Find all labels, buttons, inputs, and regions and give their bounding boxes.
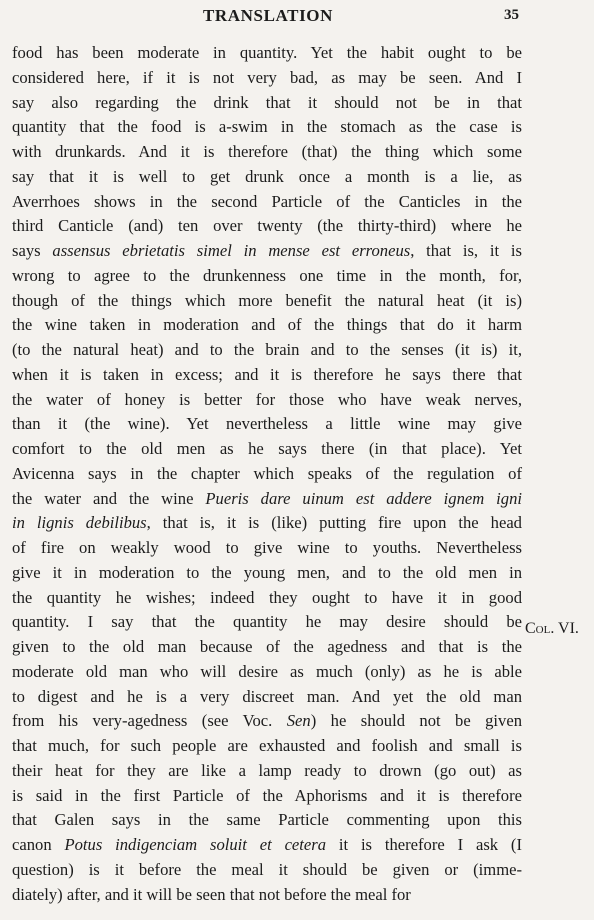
text-segment: comfort to the old men as he says there (in that place). Yet xyxy=(12,439,522,458)
latin-quote: in lignis debilibus xyxy=(12,513,147,533)
text-line xyxy=(12,610,522,635)
text-segment: than it (the wine). Yet nevertheless a little wine may give xyxy=(12,414,522,434)
text-segment: from his very-agedness (see Voc. xyxy=(12,711,287,731)
text-line xyxy=(12,115,522,140)
text-segment: the water and the wine xyxy=(12,488,206,508)
text-segment: the quantity he wishes; indeed they ought to have it in good xyxy=(12,587,522,607)
margin-note: Col. VI. xyxy=(525,620,579,637)
text-line xyxy=(12,462,522,487)
text-line xyxy=(12,313,522,338)
text-line xyxy=(12,165,522,190)
text-segment: , that is, it is (like) putting fire upon the head xyxy=(146,513,522,533)
text-segment: the wine taken in moderation and of the things that do it harm xyxy=(12,315,522,335)
text-segment: question) is it before the meal it should be given or (imme- xyxy=(12,859,522,879)
text-line xyxy=(12,883,522,908)
text-segment: that much, for such people are exhausted and foolish and small is xyxy=(12,736,522,755)
text-line xyxy=(12,784,522,809)
text-segment: say also regarding the drink that it should not be in that xyxy=(12,92,522,112)
text-line xyxy=(12,808,522,833)
text-line xyxy=(12,66,522,91)
text-line xyxy=(12,536,522,561)
page-header xyxy=(0,6,594,30)
text-segment: moderate old man who will desire as much (only) as he is able xyxy=(12,661,522,681)
text-segment: says xyxy=(12,241,53,260)
text-line xyxy=(12,388,522,413)
text-segment: given to the old man because of the agedness and that is the xyxy=(12,637,522,656)
latin-quote: Sen xyxy=(286,711,311,731)
text-segment: say that it is well to get drunk once a month is a lie, as xyxy=(12,166,522,186)
text-line xyxy=(12,833,522,858)
text-segment: ) he should not be given xyxy=(310,711,523,731)
text-line xyxy=(12,264,522,289)
text-line xyxy=(12,586,522,611)
text-segment: Averrhoes shows in the second Particle of the Canticles in the xyxy=(12,191,522,211)
text-line xyxy=(12,239,522,264)
text-line xyxy=(12,759,522,784)
text-line xyxy=(12,635,522,660)
text-line xyxy=(12,338,522,363)
text-segment: though of the things which more benefit the natural heat (it is) xyxy=(12,290,522,310)
latin-quote: Potus indigenciam soluit et cetera xyxy=(64,835,327,854)
text-line xyxy=(12,289,522,314)
text-line xyxy=(12,660,522,685)
text-segment: (to the natural heat) and to the brain and to the senses (it is) it, xyxy=(12,340,522,359)
text-segment: to digest and he is a very discreet man. And yet the old man xyxy=(12,686,522,706)
text-segment: the water of honey is better for those who have weak nerves, xyxy=(12,389,522,409)
text-line xyxy=(12,437,522,462)
text-line xyxy=(12,858,522,883)
text-segment: quantity that the food is a-swim in the stomach as the case is xyxy=(12,117,522,137)
text-segment: wrong to agree to the drunkenness one time in the month, for, xyxy=(12,265,522,285)
text-line xyxy=(12,487,522,512)
text-line xyxy=(12,511,522,536)
latin-quote: Pueris dare uinum est addere ignem igni xyxy=(205,488,522,508)
text-segment: give it in moderation to the young men, and to the old men in xyxy=(12,562,522,582)
text-segment: Avicenna says in the chapter which speaks of the regulation of xyxy=(12,463,522,483)
text-segment: diately) after, and it will be seen that not before the meal for xyxy=(12,884,411,904)
text-line xyxy=(12,561,522,586)
text-line xyxy=(12,685,522,710)
text-segment: food has been moderate in quantity. Yet the habit ought to be xyxy=(12,43,522,62)
text-segment: of fire on weakly wood to give wine to youths. Nevertheless xyxy=(12,538,522,557)
body-text xyxy=(12,41,522,907)
text-segment: third Canticle (and) ten over twenty (the thirty-third) where he xyxy=(12,216,522,236)
text-segment: is said in the first Particle of the Aphorisms and it is therefore xyxy=(12,785,522,805)
text-segment: canon xyxy=(12,835,65,854)
text-line xyxy=(12,41,522,66)
text-line xyxy=(12,140,522,165)
text-line xyxy=(12,734,522,759)
text-line xyxy=(12,214,522,239)
text-segment: considered here, if it is not very bad, as may be seen. And I xyxy=(12,67,522,87)
text-segment: quantity. I say that the quantity he may desire should be xyxy=(12,612,522,632)
text-segment: , that is, it is xyxy=(410,241,522,260)
page-number: 35 xyxy=(504,7,519,23)
text-line xyxy=(12,709,522,734)
text-line xyxy=(12,190,522,215)
latin-quote: assensus ebrietatis simel in mense est erroneus xyxy=(52,241,411,260)
text-line xyxy=(12,91,522,116)
text-segment: that Galen says in the same Particle commenting upon this xyxy=(12,810,522,830)
running-title: TRANSLATION xyxy=(202,6,334,25)
text-segment: with drunkards. And it is therefore (that) the thing which some xyxy=(12,142,522,161)
text-segment: when it is taken in excess; and it is therefore he says there that xyxy=(12,364,522,384)
text-segment: their heat for they are like a lamp ready to drown (go out) as xyxy=(12,760,522,780)
text-segment: it is therefore I ask (I xyxy=(326,835,522,854)
text-line xyxy=(12,412,522,437)
text-line xyxy=(12,363,522,388)
